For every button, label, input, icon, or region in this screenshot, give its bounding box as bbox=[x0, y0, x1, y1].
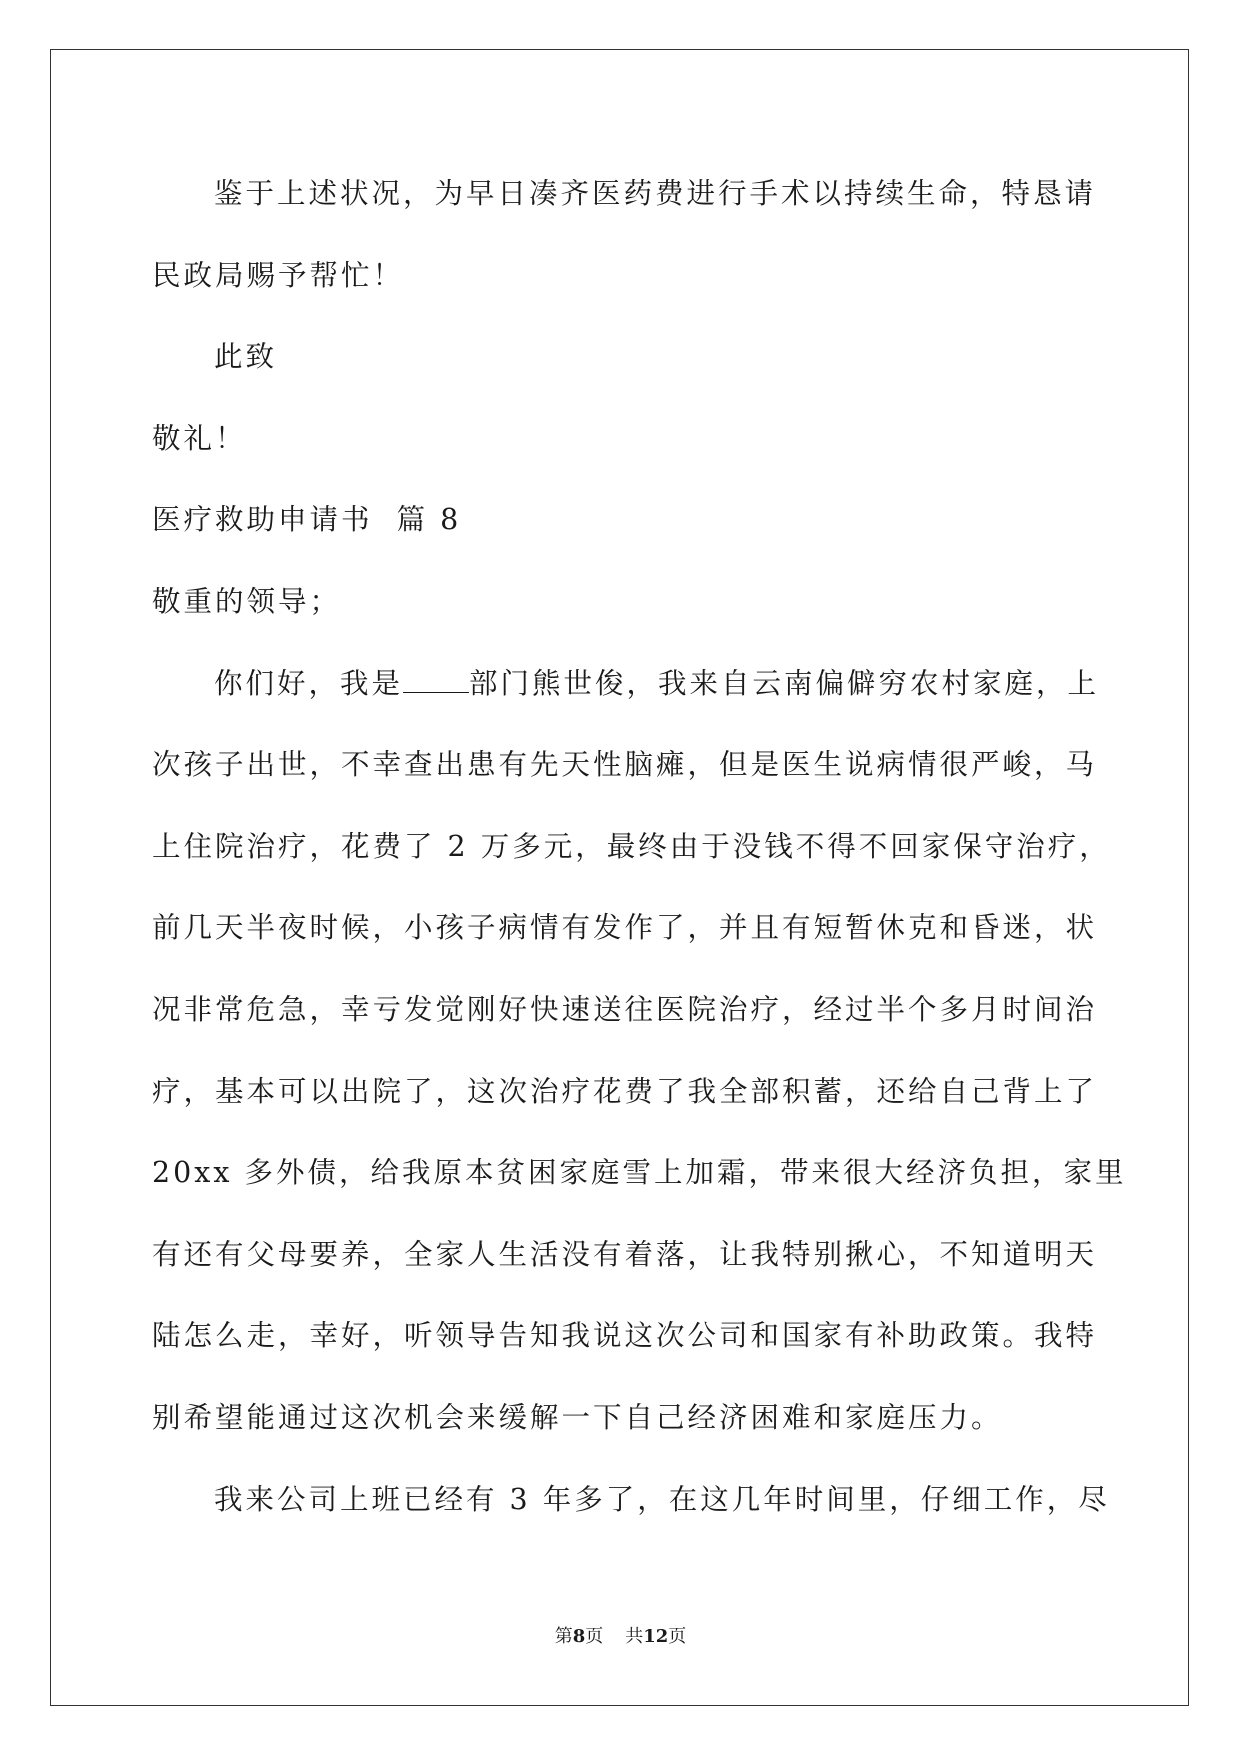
paragraph-line: 别希望能通过这次机会来缓解一下自己经济困难和家庭压力。 bbox=[152, 1400, 1003, 1434]
paragraph-line: 有还有父母要养，全家人生活没有着落，让我特别揪心，不知道明天 bbox=[152, 1237, 1098, 1271]
footer-total-prefix: 共 bbox=[625, 1626, 644, 1647]
footer-prefix: 第 bbox=[554, 1626, 573, 1647]
paragraph-line: 疗，基本可以出院了，这次治疗花费了我全部积蓄，还给自己背上了 bbox=[152, 1074, 1098, 1108]
paragraph-line: 鉴于上述状况，为早日凑齐医药费进行手术以持续生命，特恳请 bbox=[214, 177, 1097, 210]
paragraph-text: 部门熊世俊，我来自云南偏僻穷农村家庭，上 bbox=[469, 666, 1100, 700]
paragraph-line: 前几天半夜时候，小孩子病情有发作了，并且有短暂休克和昏迷，状 bbox=[152, 911, 1098, 945]
page-number: 8 bbox=[572, 1626, 586, 1647]
closing-line: 敬礼！ bbox=[152, 421, 247, 455]
paragraph-line: 我来公司上班已经有 3 年多了，在这几年时间里，仔细工作，尽 bbox=[214, 1482, 1110, 1516]
paragraph-line: 况非常危急，幸亏发觉刚好快速送往医院治疗，经过半个多月时间治 bbox=[152, 992, 1098, 1026]
document-body bbox=[152, 164, 1127, 1551]
fill-in-blank bbox=[403, 670, 469, 693]
paragraph-line: 次孩子出世，不幸查出患有先天性脑瘫，但是医生说病情很严峻，马 bbox=[152, 748, 1098, 782]
section-heading: 医疗救助申请书 篇 8 bbox=[152, 503, 462, 537]
salutation: 敬重的领导； bbox=[152, 584, 342, 618]
page-footer bbox=[0, 1622, 1241, 1648]
total-pages: 12 bbox=[643, 1626, 669, 1647]
paragraph-line: 20xx 多外债，给我原本贫困家庭雪上加霜，带来很大经济负担，家里 bbox=[152, 1156, 1127, 1190]
paragraph-text: 你们好，我是 bbox=[214, 666, 404, 700]
paragraph-line bbox=[152, 654, 1100, 736]
paragraph-line: 陆怎么走，幸好，听领导告知我说这次公司和国家有补助政策。我特 bbox=[152, 1319, 1098, 1353]
paragraph-line: 上住院治疗，花费了 2 万多元，最终由于没钱不得不回家保守治疗， bbox=[152, 829, 1111, 863]
closing-line: 此致 bbox=[214, 340, 278, 374]
footer-total-suffix: 页 bbox=[668, 1626, 687, 1647]
paragraph-line: 民政局赐予帮忙！ bbox=[152, 258, 405, 292]
footer-page-suffix: 页 bbox=[585, 1626, 604, 1647]
